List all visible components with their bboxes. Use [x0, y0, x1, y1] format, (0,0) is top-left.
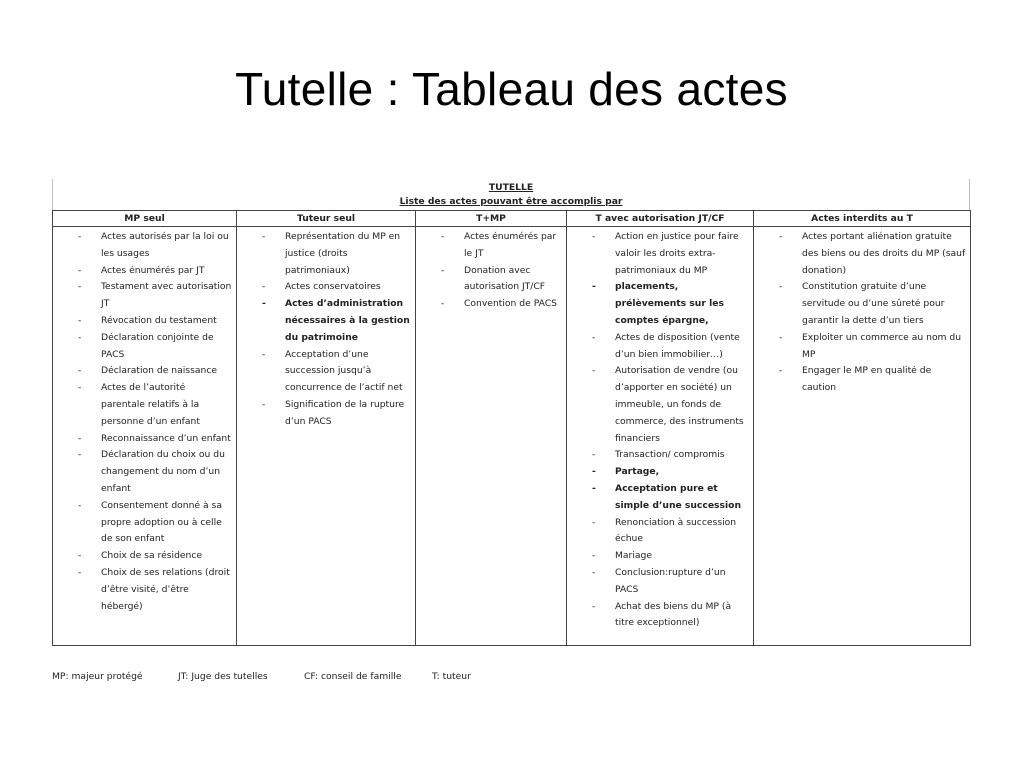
list-item: - Choix de ses relations (droit d’être visité, d’être hébergé) [53, 565, 236, 615]
legend-item-cf: CF: conseil de famille [304, 671, 402, 682]
list-item: - placements, prélèvements sur les comptes épargne, [567, 279, 753, 329]
column-cell-tuteur-seul [237, 227, 416, 646]
legend-item-jt: JT: Juge des tutelles [178, 671, 268, 682]
column-header-t-mp: T+MP [416, 211, 567, 227]
list-item: - Convention de PACS [416, 296, 566, 313]
table-heading: TUTELLE [488, 182, 534, 193]
column-cell-t-autorisation [567, 227, 754, 646]
table-subheading: Liste des actes pouvant être accomplis par [399, 196, 623, 207]
list-item: - Renonciation à succession échue [567, 515, 753, 549]
acts-list-t-autorisation [567, 229, 753, 632]
list-item: - Révocation du testament [53, 313, 236, 330]
column-header-actes-interdits: Actes interdits au T [754, 211, 971, 227]
list-item: - Autorisation de vendre (ou d’apporter en société) un immeuble, un fonds de commerce, des instruments financiers [567, 363, 753, 447]
column-header-row [53, 211, 971, 227]
list-item: - Donation avec autorisation JT/CF [416, 263, 566, 297]
list-item: - Mariage [567, 548, 753, 565]
list-item: - Exploiter un commerce au nom du MP [754, 330, 970, 364]
list-item: - Déclaration conjointe de PACS [53, 330, 236, 364]
list-item: - Actes énumérés par JT [53, 263, 236, 280]
acts-list-t-mp [416, 229, 566, 313]
list-item: - Actes de disposition (vente d’un bien immobilier…) [567, 330, 753, 364]
list-item: - Acceptation pure et simple d’une succession [567, 481, 753, 515]
list-item: - Transaction/ compromis [567, 447, 753, 464]
list-item: - Action en justice pour faire valoir les droits extra-patrimoniaux du MP [567, 229, 753, 279]
column-cell-t-mp [416, 227, 567, 646]
acts-list-mp-seul [53, 229, 236, 615]
list-item: - Déclaration du choix ou du changement du nom d’un enfant [53, 447, 236, 497]
list-item: - Actes portant aliénation gratuite des biens ou des droits du MP (sauf donation) [754, 229, 970, 279]
list-item: - Acceptation d’une succession jusqu’à concurrence de l’actif net [237, 347, 415, 397]
legend-item-mp: MP: majeur protégé [52, 671, 143, 682]
acts-list-actes-interdits [754, 229, 970, 397]
list-item: - Actes de l’autorité parentale relatifs à la personne d’un enfant [53, 380, 236, 430]
list-item: - Conclusion:rupture d’un PACS [567, 565, 753, 599]
list-item: - Déclaration de naissance [53, 363, 236, 380]
list-item: - Actes énumérés par le JT [416, 229, 566, 263]
list-item: - Choix de sa résidence [53, 548, 236, 565]
list-item: - Actes d’administration nécessaires à la gestion du patrimoine [237, 296, 415, 346]
list-item: - Consentement donné à sa propre adoption ou à celle de son enfant [53, 498, 236, 548]
list-item: - Partage, [567, 464, 753, 481]
list-item: - Testament avec autorisation JT [53, 279, 236, 313]
list-item: - Achat des biens du MP (à titre exceptionnel) [567, 599, 753, 633]
column-cell-mp-seul [53, 227, 237, 646]
acts-row [53, 227, 971, 646]
list-item: - Engager le MP en qualité de caution [754, 363, 970, 397]
list-item: - Actes conservatoires [237, 279, 415, 296]
column-header-tuteur-seul: Tuteur seul [237, 211, 416, 227]
column-header-t-autorisation: T avec autorisation JT/CF [567, 211, 754, 227]
column-cell-actes-interdits [754, 227, 971, 646]
list-item: - Reconnaissance d’un enfant [53, 431, 236, 448]
list-item: - Représentation du MP en justice (droits patrimoniaux) [237, 229, 415, 279]
acts-list-tuteur-seul [237, 229, 415, 431]
legend-item-t: T: tuteur [432, 671, 471, 682]
list-item: - Constitution gratuite d’une servitude ou d’une sûreté pour garantir la dette d’un tiers [754, 279, 970, 329]
acts-table-sheet [52, 179, 970, 646]
slide-title: Tutelle : Tableau des actes [235, 63, 788, 115]
list-item: - Actes autorisés par la loi ou les usages [53, 229, 236, 263]
list-item: - Signification de la rupture d’un PACS [237, 397, 415, 431]
column-header-mp-seul: MP seul [53, 211, 237, 227]
acts-table [52, 210, 971, 646]
table-heading-block [52, 179, 970, 210]
